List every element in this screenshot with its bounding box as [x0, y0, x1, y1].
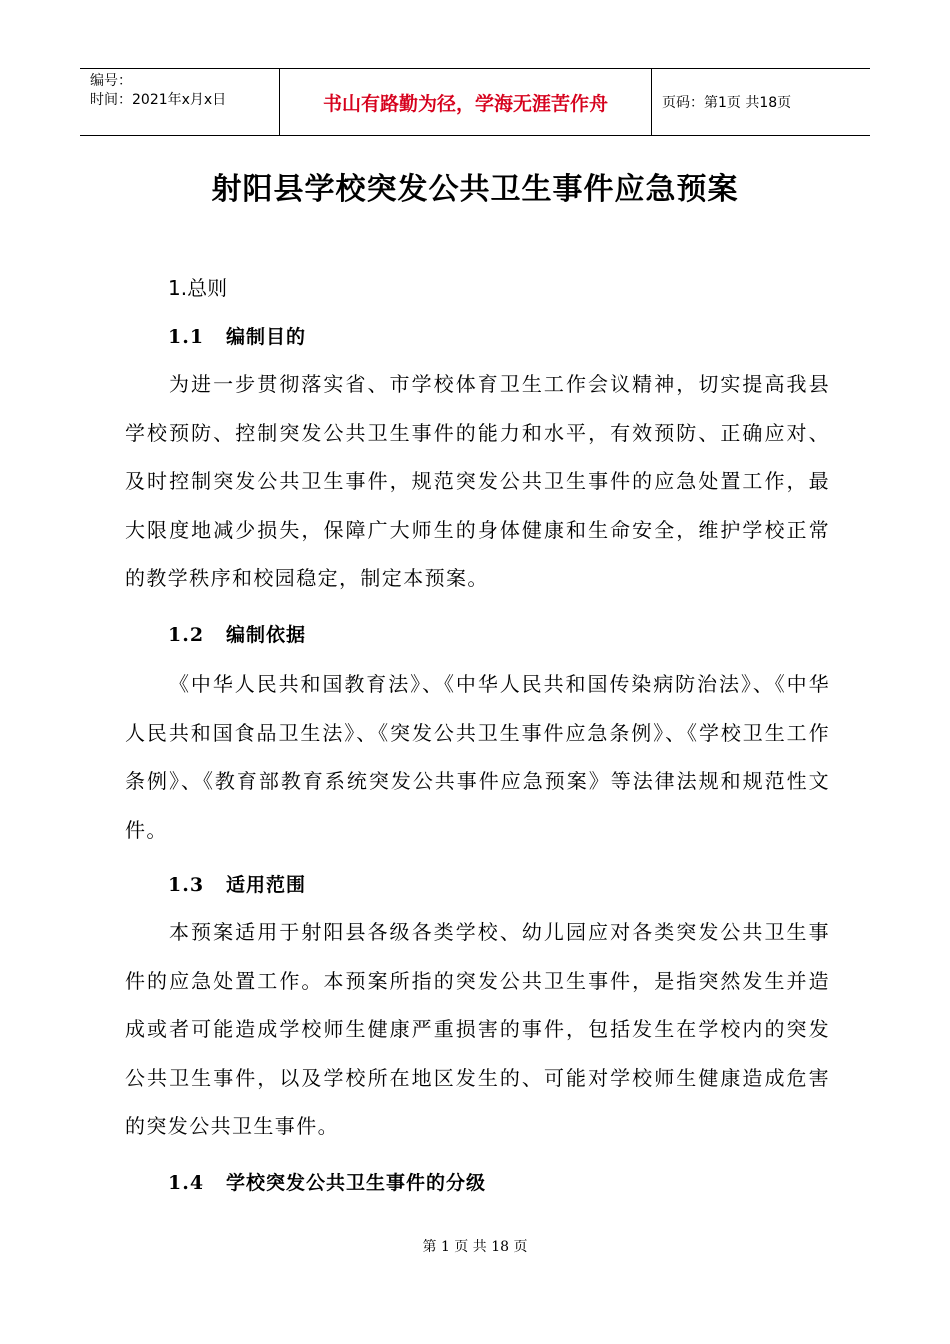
section-general-heading: 1.总则 — [168, 276, 228, 300]
paragraph-purpose — [125, 360, 830, 603]
header-page-info: 页码：第1页 共18页 — [662, 95, 792, 111]
section-1-2-heading — [168, 620, 873, 647]
document-title: 射阳县学校突发公共卫生事件应急预案 — [211, 172, 739, 207]
header-motto: 书山有路勤为径，学海无涯苦作舟 — [280, 69, 652, 135]
section-number: 1.2 — [168, 624, 205, 646]
date-line: 时间：2021年x月x日 — [90, 92, 227, 108]
section-title: 编制依据 — [226, 624, 307, 646]
section-title: 适用范围 — [226, 874, 307, 896]
paragraph-scope — [125, 908, 830, 1151]
paragraph-text: 本预案适用于射阳县各级各类学校、幼儿园应对各类突发公共卫生事件的应急处置工作。本预案所指的突发公共卫生事件，是指突然发生并造成或者可能造成学校师生健康严重损害的事件，包括发生在学校内的突发公共卫生事件，以及学校所在地区发生的、可能对学校师生健康造成危害的突发公共卫生事件。 — [125, 920, 830, 1138]
section-number: 1.1 — [168, 326, 205, 348]
section-title: 编制目的 — [226, 326, 307, 348]
paragraph-basis — [125, 660, 830, 854]
paragraph-text: 为进一步贯彻落实省、市学校体育卫生工作会议精神，切实提高我县学校预防、控制突发公共卫生事件的能力和水平，有效预防、正确应对、及时控制突发公共卫生事件，规范突发公共卫生事件的应急处置工作，最大限度地减少损失，保障广大师生的身体健康和生命安全，维护学校正常的教学秩序和校园稳定，制定本预案。 — [125, 372, 830, 590]
section-1-4-heading — [168, 1168, 873, 1195]
page-header — [80, 68, 870, 136]
section-1-3-heading — [168, 870, 873, 897]
section-number: 1.4 — [168, 1172, 205, 1194]
section-number: 1.3 — [168, 874, 205, 896]
header-meta — [80, 69, 280, 135]
serial-number: 编号： — [90, 73, 132, 89]
paragraph-text: 《中华人民共和国教育法》、《中华人民共和国传染病防治法》、《中华人民共和国食品卫生法》、《突发公共卫生事件应急条例》、《学校卫生工作条例》、《教育部教育系统突发公共事件应急预案》等法律法规和规范性文件。 — [125, 672, 830, 842]
section-1-1-heading — [168, 322, 873, 349]
page-footer: 第 1 页 共 18 页 — [422, 1239, 528, 1255]
section-title: 学校突发公共卫生事件的分级 — [226, 1172, 487, 1194]
